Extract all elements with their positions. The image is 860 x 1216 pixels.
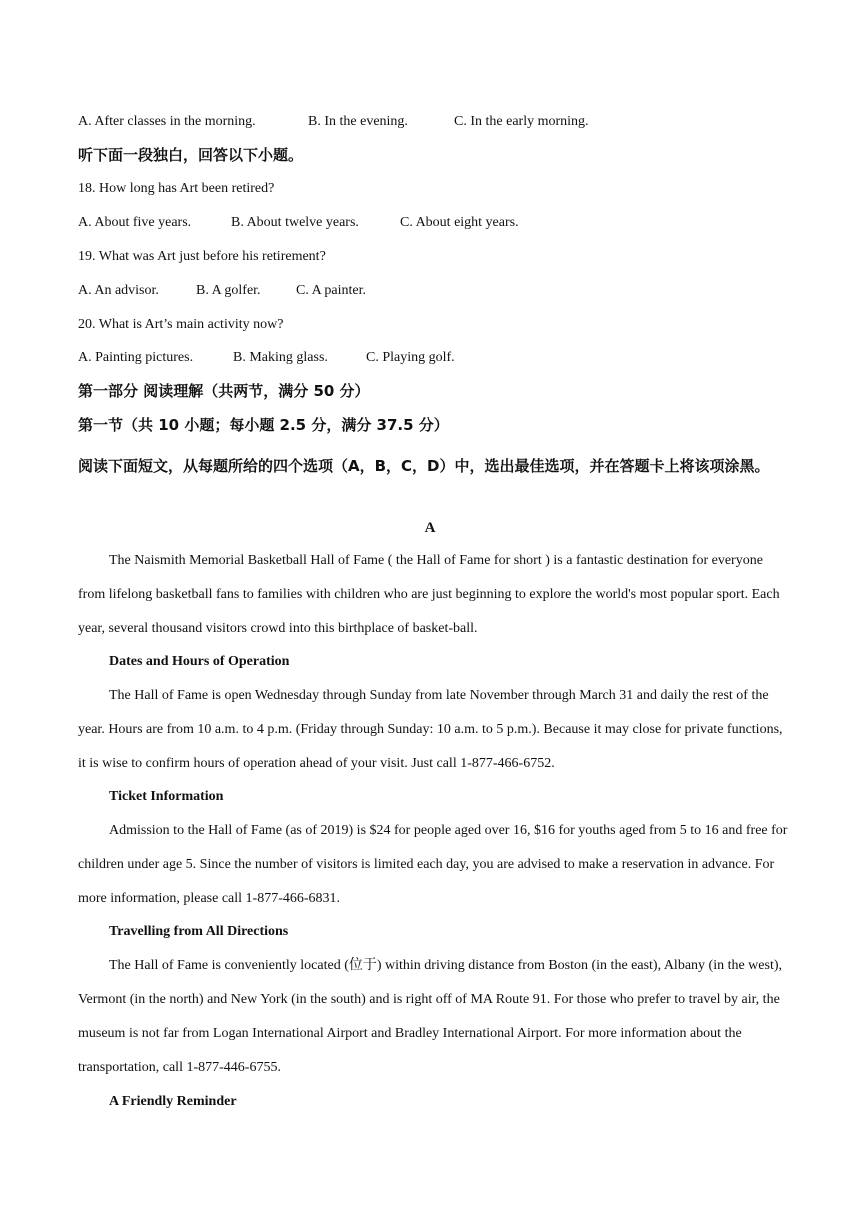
q20-options <box>78 348 455 368</box>
q18-question: 18. How long has Art been retired? <box>78 181 275 196</box>
q17-option-b: B. In the evening. <box>308 114 408 129</box>
section-part-heading: 第一部分 阅读理解（共两节，满分 50 分） <box>78 382 370 400</box>
q19-question: 19. What was Art just before his retirement? <box>78 249 326 264</box>
q18-option-a: A. About five years. <box>78 215 192 230</box>
q17-option-a: A. After classes in the morning. <box>78 114 256 129</box>
q17-option-c: C. In the early morning. <box>454 114 589 129</box>
travel-text: The Hall of Fame is conveniently located (位于) within driving distance from Boston (in the east), Albany (in the west), Vermont (in the north) and New York (in the south) and is right off of MA Route 91. For those who prefer to travel by air, the museum is not far from Logan International Airport and Bradley International Airport. For more information about the transportation, call 1-877-446-6755. <box>78 958 783 1075</box>
reminder-heading: A Friendly Reminder <box>109 1094 237 1109</box>
q19-options <box>78 281 366 301</box>
q17-options <box>78 112 589 132</box>
q20-option-c: C. Playing golf. <box>366 350 455 365</box>
q19-option-b: B. A golfer. <box>196 283 261 298</box>
q18-options <box>78 213 519 233</box>
q18-option-c: C. About eight years. <box>400 215 519 230</box>
ticket-heading: Ticket Information <box>109 789 224 804</box>
ticket-text: Admission to the Hall of Fame (as of 2019) is $24 for people aged over 16, $16 for youths aged from 5 to 16 and free for children under age 5. Since the number of visitors is limited each day, you are advised to make a reservation in advance. For more information, please call 1-877-466-6831. <box>78 823 788 906</box>
monologue-instruction: 听下面一段独白，回答以下小题。 <box>78 146 304 164</box>
travel-heading: Travelling from All Directions <box>109 924 289 939</box>
dates-text: The Hall of Fame is open Wednesday through Sunday from late November through March 31 and daily the rest of the year. Hours are from 10 a.m. to 4 p.m. (Friday through Sunday: 10 a.m. to 5 p.m.). Because it may close for private functions, it is wise to confirm hours of operation ahead of your visit. Just call 1-877-466-6752. <box>78 688 783 771</box>
passage-label: A <box>424 520 436 536</box>
section-sub-heading: 第一节（共 10 小题；每小题 2.5 分，满分 37.5 分） <box>78 416 449 434</box>
q20-option-a: A. Painting pictures. <box>78 350 194 365</box>
q20-option-b: B. Making glass. <box>233 350 328 365</box>
dates-heading: Dates and Hours of Operation <box>109 654 290 669</box>
q18-option-b: B. About twelve years. <box>231 215 359 230</box>
q20-question: 20. What is Art’s main activity now? <box>78 317 284 332</box>
passage-intro: The Naismith Memorial Basketball Hall of Fame ( the Hall of Fame for short ) is a fantastic destination for everyone from lifelong basketball fans to families with children who are just beginning to explore the world's most popular sport. Each year, several thousand visitors crowd into this birthplace of basket-ball. <box>78 553 780 636</box>
q19-option-a: A. An advisor. <box>78 283 159 298</box>
section-instruction: 阅读下面短文，从每题所给的四个选项（A，B，C，D）中，选出最佳选项，并在答题卡上将该项涂黑。 <box>78 457 770 475</box>
q19-option-c: C. A painter. <box>296 283 366 298</box>
